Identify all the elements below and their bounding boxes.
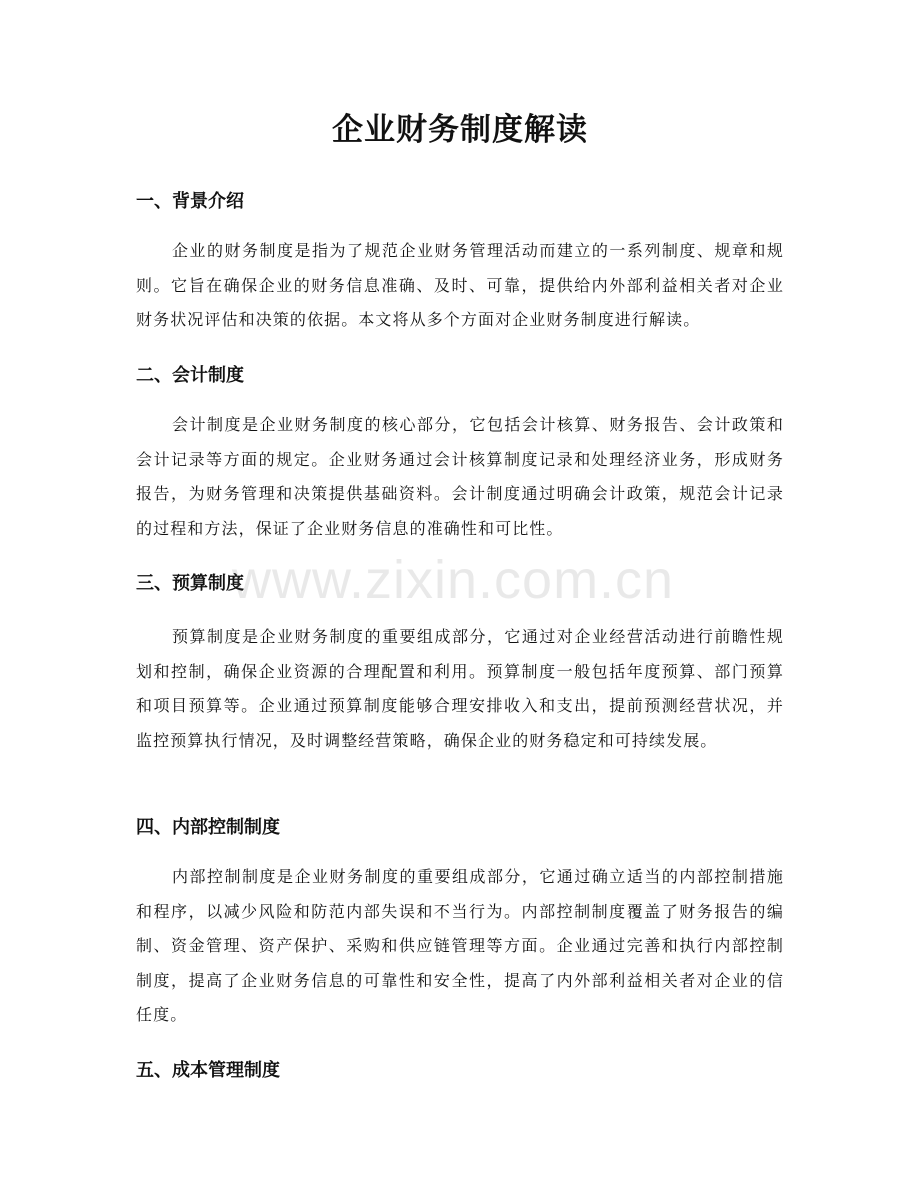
section-body-background: 企业的财务制度是指为了规范企业财务管理活动而建立的一系列制度、规章和规则。它旨在确保企业的财务信息准确、及时、可靠，提供给内外部利益相关者对企业财务状况评估和决策的依据。本文将从多个方面对企业财务制度进行解读。 — [136, 241, 784, 329]
section-heading-cost-management: 五、成本管理制度 — [136, 1060, 280, 1081]
watermark: www.zixin.com.cn — [232, 550, 675, 610]
section-body-internal-control: 内部控制制度是企业财务制度的重要组成部分，它通过确立适当的内部控制措施和程序，以减少风险和防范内部失误和不当行为。内部控制制度覆盖了财务报告的编制、资金管理、资产保护、采购和供应链管理等方面。企业通过完善和执行内部控制制度，提高了企业财务信息的可靠性和安全性，提高了内外部利益相关者对企业的信任度。 — [136, 867, 784, 1024]
section-heading-internal-control: 四、内部控制制度 — [136, 817, 280, 838]
section-heading-budget: 三、预算制度 — [136, 573, 244, 594]
section-heading-accounting: 二、会计制度 — [136, 365, 244, 386]
section-body-accounting: 会计制度是企业财务制度的核心部分，它包括会计核算、财务报告、会计政策和会计记录等方面的规定。企业财务通过会计核算制度记录和处理经济业务，形成财务报告，为财务管理和决策提供基础资料。会计制度通过明确会计政策，规范会计记录的过程和方法，保证了企业财务信息的准确性和可比性。 — [136, 415, 784, 538]
section-body-budget: 预算制度是企业财务制度的重要组成部分，它通过对企业经营活动进行前瞻性规划和控制，确保企业资源的合理配置和利用。预算制度一般包括年度预算、部门预算和项目预算等。企业通过预算制度能够合理安排收入和支出，提前预测经营状况，并监控预算执行情况，及时调整经营策略，确保企业的财务稳定和可持续发展。 — [136, 627, 784, 750]
section-heading-background: 一、背景介绍 — [136, 191, 244, 212]
page-title: 企业财务制度解读 — [332, 112, 588, 148]
